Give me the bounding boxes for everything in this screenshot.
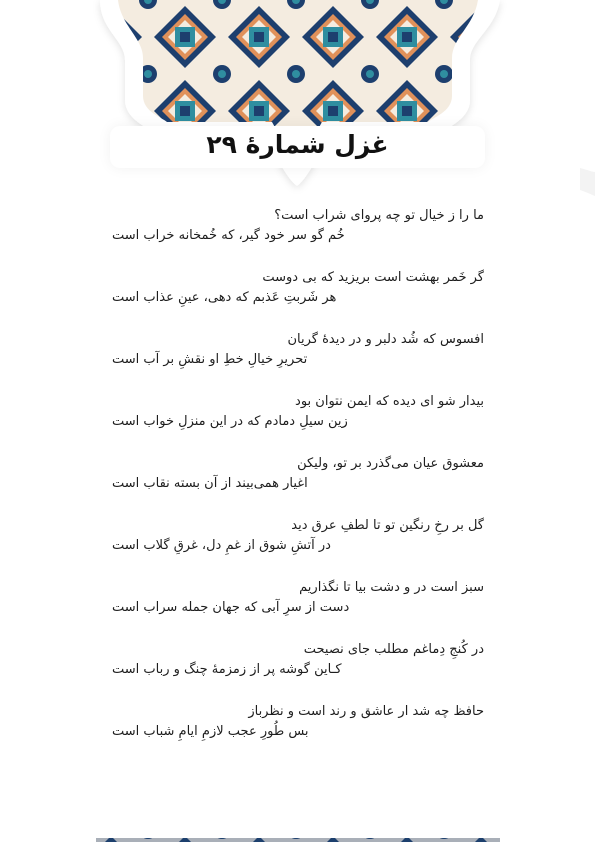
hemistich-first: سبز است در و دشت بیا تا نگذاریم (299, 580, 484, 595)
hemistich-second: در آتشِ شوق از غمِ دل، غرقِ گلاب است (112, 538, 331, 553)
hemistich-first: در کُنجِ دِماغم مطلب جای نصیحت (303, 642, 484, 657)
hemistich-second: بس طُورِ عجب لازمِ ایامِ شباب است (112, 724, 309, 739)
couplet (112, 516, 484, 578)
hemistich-second: هر شَربتِ عَذبم که دهی، عینِ عذاب است (112, 290, 337, 305)
hemistich-first: گل بر رخِ رنگین تو تا لطفِ عرق دید (291, 518, 484, 533)
couplet (112, 330, 484, 392)
couplet (112, 206, 484, 268)
tile-ornament-header (0, 0, 595, 200)
page-title: غزل شمارهٔ ۲۹ (206, 130, 389, 159)
tile-ornament-footer (0, 830, 595, 842)
couplet (112, 454, 484, 516)
couplet (112, 702, 484, 764)
couplet (112, 640, 484, 702)
hemistich-second: زین سیلِ دمادم که در این منزلِ خواب است (112, 414, 348, 429)
hemistich-second: خُم گو سر خود گیر، که خُمخانه خراب است (112, 228, 345, 243)
hemistich-first: افسوس که شُد دلبر و در دیدهٔ گریان (287, 332, 484, 347)
hemistich-second: دست از سرِ آبی که جهان جمله سراب است (112, 600, 350, 615)
hemistich-first: حافظ چه شد ار عاشق و رند است و نظرباز (248, 704, 484, 719)
hemistich-second: تحریرِ خیالِ خطِ او نقشِ بر آب است (112, 352, 308, 367)
couplet (112, 578, 484, 640)
hemistich-first: بیدار شو ای دیده که ایمن نتوان بود (295, 394, 484, 409)
couplet (112, 268, 484, 330)
hemistich-first: گر خَمر بهشت است بریزید که بی دوست (262, 270, 484, 285)
poem-body (112, 206, 484, 764)
hemistich-first: ما را ز خیال تو چه پروای شراب است؟ (274, 208, 484, 223)
hemistich-second: کـاین گوشه پر از زمزمهٔ چنگ و رباب است (112, 662, 342, 677)
hemistich-first: معشوق عیان می‌گذرد بر تو، ولیکن (297, 456, 484, 471)
couplet (112, 392, 484, 454)
hemistich-second: اغیار همی‌بیند از آن بسته نقاب است (112, 476, 308, 491)
